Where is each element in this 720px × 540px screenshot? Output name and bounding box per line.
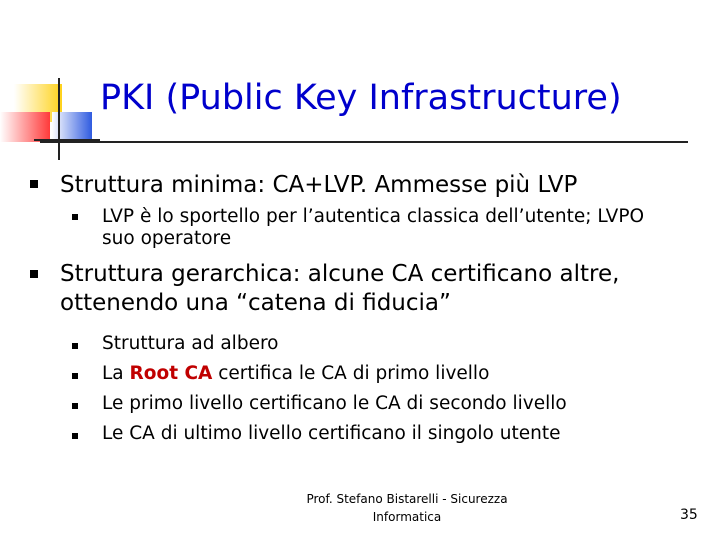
footer-line: Prof. Stefano Bistarelli - Sicurezza — [306, 492, 508, 506]
sub-bullet-text: suo operatore — [102, 228, 232, 249]
footer-line: Informatica — [372, 510, 442, 524]
bullet-marker — [30, 180, 38, 188]
slide-footer — [292, 490, 522, 526]
bullet-marker — [30, 270, 38, 278]
sub-bullet-marker — [72, 214, 78, 220]
logo-red-square — [0, 112, 50, 142]
sub-bullet-text: Le primo livello certificano le CA di secondo livello — [102, 393, 567, 414]
slide-logo — [0, 0, 110, 170]
root-ca-highlight: Root CA — [129, 363, 213, 384]
sub-bullet-prefix: La — [102, 363, 130, 384]
sub-bullet-text: Struttura ad albero — [102, 333, 279, 354]
sub-bullet-marker — [72, 343, 78, 349]
sub-bullet-text — [102, 363, 489, 385]
page-number: 35 — [680, 507, 698, 523]
bullet-text: Struttura minima: CA+LVP. Ammesse più LVP — [60, 172, 578, 198]
sub-bullet-text: Le CA di ultimo livello certificano il singolo utente — [102, 423, 561, 444]
bullet-text: Struttura gerarchica: alcune CA certificano altre, — [60, 261, 620, 287]
sub-bullet-text: LVP è lo sportello per l’autentica classica dell’utente; LVPO — [102, 206, 645, 227]
bullet-text: ottenendo una “catena di fiducia” — [60, 290, 451, 316]
title-divider — [40, 141, 688, 143]
sub-bullet-marker — [72, 403, 78, 409]
sub-bullet-marker — [72, 373, 78, 379]
slide-title: PKI (Public Key Infrastructure) — [100, 78, 622, 118]
sub-bullet-marker — [72, 433, 78, 439]
sub-bullet-suffix: certifica le CA di primo livello — [212, 363, 490, 384]
